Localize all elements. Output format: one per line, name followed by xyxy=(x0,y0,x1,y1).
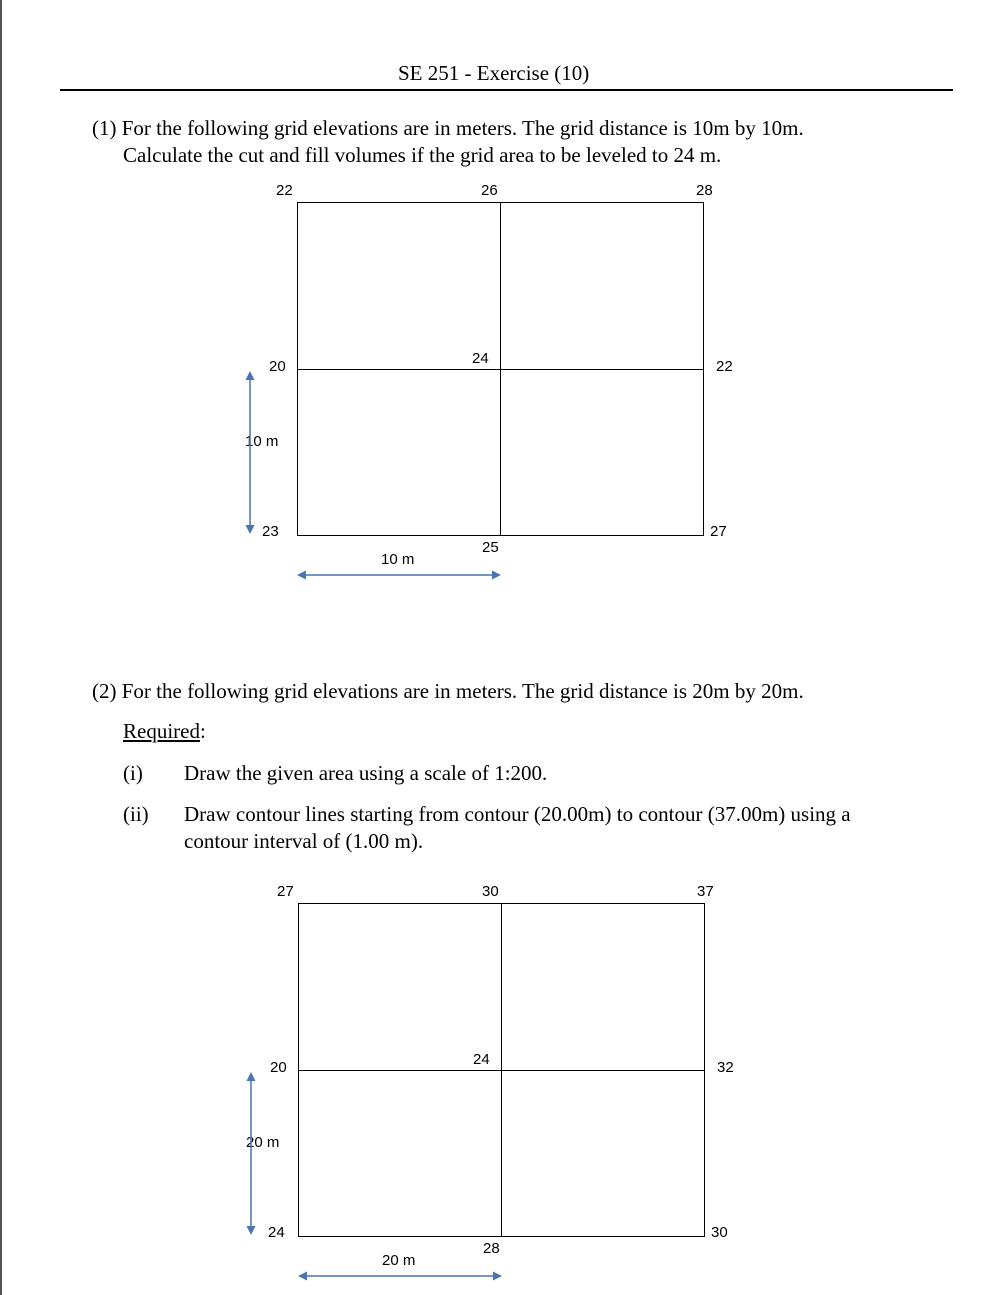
q1-text-line2: Calculate the cut and fill volumes if the grid area to be leveled to 24 m. xyxy=(123,143,722,167)
q1-elev-bot-left: 23 xyxy=(262,523,279,540)
q2-horizontal-arrow-left-head xyxy=(298,1272,307,1281)
q1-elev-mid-left: 20 xyxy=(269,358,286,375)
q1-elev-center: 24 xyxy=(472,350,489,367)
q2-elev-top-left: 27 xyxy=(277,883,294,900)
q2-text-line1: (2) For the following grid elevations are in meters. The grid distance is 20m by 20m. xyxy=(92,679,804,703)
q1-vertical-arrow-up-head xyxy=(246,371,255,380)
page-title: SE 251 - Exercise (10) xyxy=(398,61,590,85)
q2-item-2-text-cont: contour interval of (1.00 m). xyxy=(184,829,424,853)
q2-elev-center: 24 xyxy=(473,1051,490,1068)
q2-elev-bot-left: 24 xyxy=(268,1224,285,1241)
q2-dim-vertical-label: 20 m xyxy=(246,1134,280,1151)
q2-dim-horizontal-label: 20 m xyxy=(382,1252,416,1269)
q2-elev-top-mid: 30 xyxy=(482,883,499,900)
q2-item-1-num: (i) xyxy=(123,761,143,785)
q2-elev-bot-right: 30 xyxy=(711,1224,728,1241)
q2-vertical-arrow-down-head xyxy=(247,1226,256,1235)
q2-vertical-arrow-up-head xyxy=(247,1072,256,1081)
q1-elev-top-left: 22 xyxy=(276,182,293,199)
q2-required-label: Required xyxy=(123,719,200,743)
q2-elev-bot-mid: 28 xyxy=(483,1240,500,1257)
q1-horizontal-arrow-left-head xyxy=(297,571,306,580)
q1-elev-top-right: 28 xyxy=(696,182,713,199)
q1-vertical-arrow-down-head xyxy=(246,525,255,534)
q1-horizontal-arrow-right-head xyxy=(492,571,501,580)
q1-dim-horizontal-label: 10 m xyxy=(381,551,415,568)
q1-text-line1: (1) For the following grid elevations are in meters. The grid distance is 10m by 10m. xyxy=(92,116,804,140)
q1-elev-bot-mid: 25 xyxy=(482,539,499,556)
q1-elev-bot-right: 27 xyxy=(710,523,727,540)
q2-elev-mid-right: 32 xyxy=(717,1059,734,1076)
q2-required-colon: : xyxy=(199,719,206,743)
q1-elev-mid-right: 22 xyxy=(716,358,733,375)
q1-dim-vertical-label: 10 m xyxy=(245,433,279,450)
q1-elev-top-mid: 26 xyxy=(481,182,498,199)
q2-item-2-num: (ii) xyxy=(123,802,149,826)
q2-elev-top-right: 37 xyxy=(697,883,714,900)
q2-item-2-text: Draw contour lines starting from contour (20.00m) to contour (37.00m) using a xyxy=(184,802,851,826)
q2-horizontal-arrow-right-head xyxy=(493,1272,502,1281)
q2-elev-mid-left: 20 xyxy=(270,1059,287,1076)
q2-item-1-text: Draw the given area using a scale of 1:200. xyxy=(184,761,548,785)
